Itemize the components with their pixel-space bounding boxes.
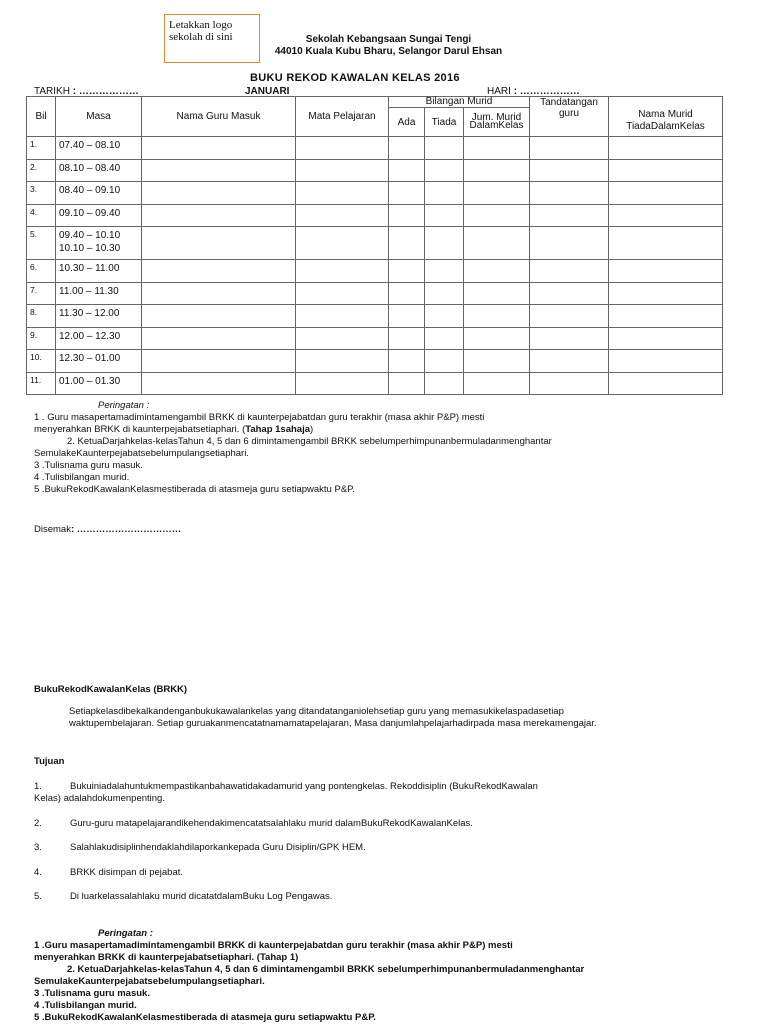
cell-tandatangan[interactable]: [530, 159, 609, 182]
masa-text: 09.40 – 10.10: [59, 230, 121, 241]
cell-mata-pelajaran[interactable]: [296, 305, 389, 328]
brkk-para-line1: Setiapkelasdibekalkandenganbukukawalankelas yang ditandatanganiolehsetiap guru yang memasukikelaspadasetiap: [69, 706, 564, 717]
cell-nama-guru[interactable]: [142, 260, 296, 283]
disemak-label: Disemak: [34, 524, 71, 535]
note-1a: 1 . Guru masapertamadimintamengambil BRKK di kaunterpejabatdan guru terakhir (masa akhir P&P) mesti: [34, 412, 485, 423]
cell-jum-murid[interactable]: [464, 204, 530, 227]
tujuan-item-2: [34, 818, 734, 830]
tujuan-text: Bukuiniadalahuntukmempastikanbahawatidakadamurid yang pontengkelas. Rekoddisiplin (BukuRekodKawalan: [70, 781, 538, 792]
cell-mata-pelajaran[interactable]: [296, 137, 389, 160]
masa-text: 12.00 – 12.30: [59, 330, 121, 342]
cell-tiada[interactable]: [425, 350, 464, 373]
month: JANUARI: [245, 86, 290, 97]
cell-masa: [56, 282, 142, 305]
table-row: [27, 182, 723, 205]
header-mata-pelajaran: Mata Pelajaran: [296, 97, 389, 137]
cell-nama-murid[interactable]: [609, 159, 723, 182]
page-title: BUKU REKOD KAWALAN KELAS 2016: [250, 72, 460, 84]
tujuan-item-3: [34, 842, 734, 854]
header-tandatangan-line1: Tandatangan: [540, 97, 598, 108]
school-address: 44010 Kuala Kubu Bharu, Selangor Darul Ehsan: [274, 46, 503, 57]
tujuan-num: 5.: [34, 891, 42, 902]
cell-jum-murid[interactable]: [464, 227, 530, 260]
cell-tandatangan[interactable]: [530, 372, 609, 395]
note2-5: 5 .BukuRekodKawalanKelasmestiberada di atasmeja guru setiapwaktu P&P.: [34, 1012, 376, 1023]
header-nama-murid-line2: TiadaDalamKelas: [626, 121, 705, 132]
logo-placeholder-line1: Letakkan logo: [169, 19, 233, 31]
note-5: 5 .BukuRekodKawalanKelasmestiberada di atasmeja guru setiapwaktu P&P.: [34, 484, 355, 495]
notes-section: [34, 400, 734, 496]
note-3: 3 .Tulisnama guru masuk.: [34, 460, 143, 471]
table-row: [27, 282, 723, 305]
cell-nama-murid[interactable]: [609, 305, 723, 328]
cell-tandatangan[interactable]: [530, 227, 609, 260]
table-row: [27, 204, 723, 227]
header-masa: Masa: [56, 97, 142, 137]
cell-masa: [56, 372, 142, 395]
cell-bil: 9.: [27, 327, 56, 350]
record-table: [26, 96, 723, 395]
cell-tiada[interactable]: [425, 182, 464, 205]
cell-masa: [56, 204, 142, 227]
cell-tiada[interactable]: [425, 305, 464, 328]
cell-ada[interactable]: [389, 305, 425, 328]
cell-bil: 11.: [27, 372, 56, 395]
tujuan-text: Di luarkelassalahlaku murid dicatatdalamBuku Log Pengawas.: [70, 891, 333, 902]
cell-masa: [56, 227, 142, 260]
table-row: [27, 260, 723, 283]
cell-nama-guru[interactable]: [142, 372, 296, 395]
header-jum-line1: Jum. Murid: [471, 112, 522, 123]
note-2b: SemulakeKaunterpejabatsebelumpulangsetiaphari.: [34, 448, 249, 459]
header-jum-line2: DalamKelas: [469, 120, 524, 131]
note-1b: [34, 424, 734, 436]
cell-jum-murid[interactable]: [464, 260, 530, 283]
note-2a: 2. KetuaDarjahkelas-kelasTahun 4, 5 dan 6 dimintamengambil BRKK sebelumperhimpunanbermuladanmenghantar: [67, 436, 552, 447]
date-label: TARIKH: [34, 86, 70, 97]
cell-nama-murid[interactable]: [609, 204, 723, 227]
note2-1b: menyerahkan BRKK di kaunterpejabatsetiaphari. (Tahap 1): [34, 952, 299, 963]
header-tandatangan: [530, 97, 609, 137]
tujuan-cont: Kelas) adalahdokumenpenting.: [34, 793, 165, 804]
masa-text: 11.00 – 11.30: [59, 285, 119, 297]
cell-ada[interactable]: [389, 159, 425, 182]
cell-nama-murid[interactable]: [609, 137, 723, 160]
cell-ada[interactable]: [389, 204, 425, 227]
note2-1a: 1 .Guru masapertamadimintamengambil BRKK di kaunterpejabatdan guru terakhir (masa akhir P&P) mesti: [34, 940, 513, 951]
cell-tiada[interactable]: [425, 137, 464, 160]
cell-bil: 8.: [27, 305, 56, 328]
cell-masa: [56, 305, 142, 328]
tujuan-heading: Tujuan: [34, 756, 65, 767]
header-tiada: Tiada: [425, 108, 464, 137]
table-row: [27, 327, 723, 350]
cell-nama-guru[interactable]: [142, 182, 296, 205]
note-4: 4 .Tulisbilangan murid.: [34, 472, 130, 483]
logo-placeholder: [164, 14, 260, 63]
tujuan-item-5: [34, 891, 734, 903]
cell-mata-pelajaran[interactable]: [296, 204, 389, 227]
cell-jum-murid[interactable]: [464, 305, 530, 328]
note2-2a: 2. KetuaDarjahkelas-kelasTahun 4, 5 dan 6 dimintamengambil BRKK sebelumperhimpunanbermuladanmenghantar: [67, 964, 585, 975]
cell-mata-pelajaran[interactable]: [296, 372, 389, 395]
tujuan-text: BRKK disimpan di pejabat.: [70, 867, 184, 878]
cell-nama-guru[interactable]: [142, 227, 296, 260]
table-row: [27, 227, 723, 260]
table-row: [27, 305, 723, 328]
masa-text: 07.40 – 08.10: [59, 140, 121, 151]
header-jum-murid: [464, 108, 530, 137]
note2-2b: SemulakeKaunterpejabatsebelumpulangsetiaphari.: [34, 976, 265, 987]
cell-jum-murid[interactable]: [464, 159, 530, 182]
cell-tandatangan[interactable]: [530, 305, 609, 328]
cell-bil: 4.: [27, 204, 56, 227]
cell-nama-guru[interactable]: [142, 137, 296, 160]
cell-bil: 2.: [27, 159, 56, 182]
header-tandatangan-line2: guru: [558, 108, 579, 119]
cell-ada[interactable]: [389, 350, 425, 373]
table-row: [27, 350, 723, 373]
tujuan-item-4: [34, 867, 734, 879]
table-row: [27, 159, 723, 182]
cell-nama-guru[interactable]: [142, 159, 296, 182]
cell-tandatangan[interactable]: [530, 327, 609, 350]
cell-masa: [56, 182, 142, 205]
cell-masa: [56, 260, 142, 283]
header-ada: Ada: [389, 108, 425, 137]
masa-text-2: 10.10 – 10.30: [59, 243, 121, 254]
cell-nama-murid[interactable]: [609, 227, 723, 260]
cell-masa: [56, 137, 142, 160]
note-1b-post: ): [310, 424, 314, 435]
header-nama-murid: [609, 97, 723, 137]
cell-tiada[interactable]: [425, 327, 464, 350]
cell-mata-pelajaran[interactable]: [296, 159, 389, 182]
masa-text: 01.00 – 01.30: [59, 375, 121, 387]
disemak-field: [34, 524, 181, 535]
note2-4: 4 .Tulisbilangan murid.: [34, 1000, 137, 1011]
cell-mata-pelajaran[interactable]: [296, 327, 389, 350]
cell-tiada[interactable]: [425, 204, 464, 227]
cell-tandatangan[interactable]: [530, 350, 609, 373]
cell-nama-guru[interactable]: [142, 327, 296, 350]
school-name: Sekolah Kebangsaan Sungai Tengi: [305, 34, 472, 45]
cell-nama-murid[interactable]: [609, 282, 723, 305]
cell-jum-murid[interactable]: [464, 372, 530, 395]
cell-bil: 1.: [27, 137, 56, 160]
cell-jum-murid[interactable]: [464, 282, 530, 305]
cell-tandatangan[interactable]: [530, 182, 609, 205]
cell-jum-murid[interactable]: [464, 137, 530, 160]
cell-bil: 5.: [27, 227, 56, 260]
cell-nama-guru[interactable]: [142, 305, 296, 328]
masa-text: 08.40 – 09.10: [59, 185, 121, 196]
header-bil: Bil: [27, 97, 56, 137]
notes2-heading: Peringatan :: [98, 928, 153, 939]
masa-text: 09.10 – 09.40: [59, 207, 121, 219]
masa-text: 10.30 – 11.00: [59, 263, 120, 274]
date-value: : ………………: [72, 86, 139, 97]
cell-tiada[interactable]: [425, 372, 464, 395]
cell-tandatangan[interactable]: [530, 137, 609, 160]
masa-text: 12.30 – 01.00: [59, 353, 121, 364]
cell-jum-murid[interactable]: [464, 182, 530, 205]
cell-bil: 6.: [27, 260, 56, 283]
cell-tiada[interactable]: [425, 159, 464, 182]
note2-3: 3 .Tulisnama guru masuk.: [34, 988, 150, 999]
notes-heading: Peringatan :: [98, 400, 150, 411]
cell-ada[interactable]: [389, 260, 425, 283]
tujuan-num: 3.: [34, 842, 42, 853]
cell-tandatangan[interactable]: [530, 282, 609, 305]
note-1b-pre: menyerahkan BRKK di kaunterpejabatsetiaphari. (: [34, 424, 246, 435]
cell-tiada[interactable]: [425, 227, 464, 260]
day-label: HARI: [487, 86, 511, 97]
cell-nama-guru[interactable]: [142, 350, 296, 373]
brkk-para-line2: waktupembelajaran. Setiap guruakanmencatatnamamatapelajaran, Masa danjumlahpelajarhadirpada masa merekamengajar.: [69, 718, 597, 729]
tujuan-num: 2.: [34, 818, 42, 829]
cell-jum-murid[interactable]: [464, 327, 530, 350]
cell-mata-pelajaran[interactable]: [296, 260, 389, 283]
brkk-paragraph: [34, 706, 734, 730]
cell-tandatangan[interactable]: [530, 204, 609, 227]
cell-nama-murid[interactable]: [609, 350, 723, 373]
cell-ada[interactable]: [389, 137, 425, 160]
cell-masa: [56, 327, 142, 350]
cell-tiada[interactable]: [425, 260, 464, 283]
masa-text: 11.30 – 12.00: [59, 308, 120, 319]
tujuan-num: 1.: [34, 781, 42, 792]
cell-ada[interactable]: [389, 182, 425, 205]
cell-bil: 7.: [27, 282, 56, 305]
cell-bil: 10.: [27, 350, 56, 373]
cell-nama-murid[interactable]: [609, 182, 723, 205]
header-nama-guru: Nama Guru Masuk: [142, 97, 296, 137]
disemak-value: : ……………………………: [70, 524, 182, 535]
header-nama-murid-line1: Nama Murid: [638, 109, 693, 120]
logo-placeholder-line2: sekolah di sini: [169, 31, 233, 43]
cell-nama-guru[interactable]: [142, 204, 296, 227]
cell-masa: [56, 159, 142, 182]
cell-ada[interactable]: [389, 282, 425, 305]
cell-ada[interactable]: [389, 227, 425, 260]
cell-bil: 3.: [27, 182, 56, 205]
cell-nama-guru[interactable]: [142, 282, 296, 305]
cell-nama-murid[interactable]: [609, 327, 723, 350]
note-1b-bold: Tahap 1sahaja: [245, 424, 311, 435]
cell-mata-pelajaran[interactable]: [296, 227, 389, 260]
masa-text: 08.10 – 08.40: [59, 162, 121, 174]
cell-tandatangan[interactable]: [530, 260, 609, 283]
cell-nama-murid[interactable]: [609, 260, 723, 283]
day-value: : ………………: [513, 86, 580, 97]
cell-masa: [56, 350, 142, 373]
table-row: [27, 137, 723, 160]
cell-ada[interactable]: [389, 327, 425, 350]
notes2-section: [34, 928, 734, 1024]
cell-mata-pelajaran[interactable]: [296, 350, 389, 373]
cell-ada[interactable]: [389, 372, 425, 395]
header-bilangan-murid: Bilangan Murid: [389, 97, 530, 108]
tujuan-num: 4.: [34, 867, 42, 878]
cell-tiada[interactable]: [425, 282, 464, 305]
tujuan-text: Guru-guru matapelajarandikehendakimencatatsalahlaku murid dalamBukuRekodKawalanKelas.: [70, 818, 473, 829]
cell-nama-murid[interactable]: [609, 372, 723, 395]
table-row: [27, 372, 723, 395]
tujuan-item-1: [34, 781, 734, 805]
cell-mata-pelajaran[interactable]: [296, 282, 389, 305]
cell-jum-murid[interactable]: [464, 350, 530, 373]
tujuan-text: Salahlakudisiplinhendaklahdilaporkankepada Guru Disiplin/GPK HEM.: [70, 842, 366, 853]
brkk-heading: BukuRekodKawalanKelas (BRKK): [34, 684, 188, 695]
cell-mata-pelajaran[interactable]: [296, 182, 389, 205]
school-info: [266, 34, 511, 58]
